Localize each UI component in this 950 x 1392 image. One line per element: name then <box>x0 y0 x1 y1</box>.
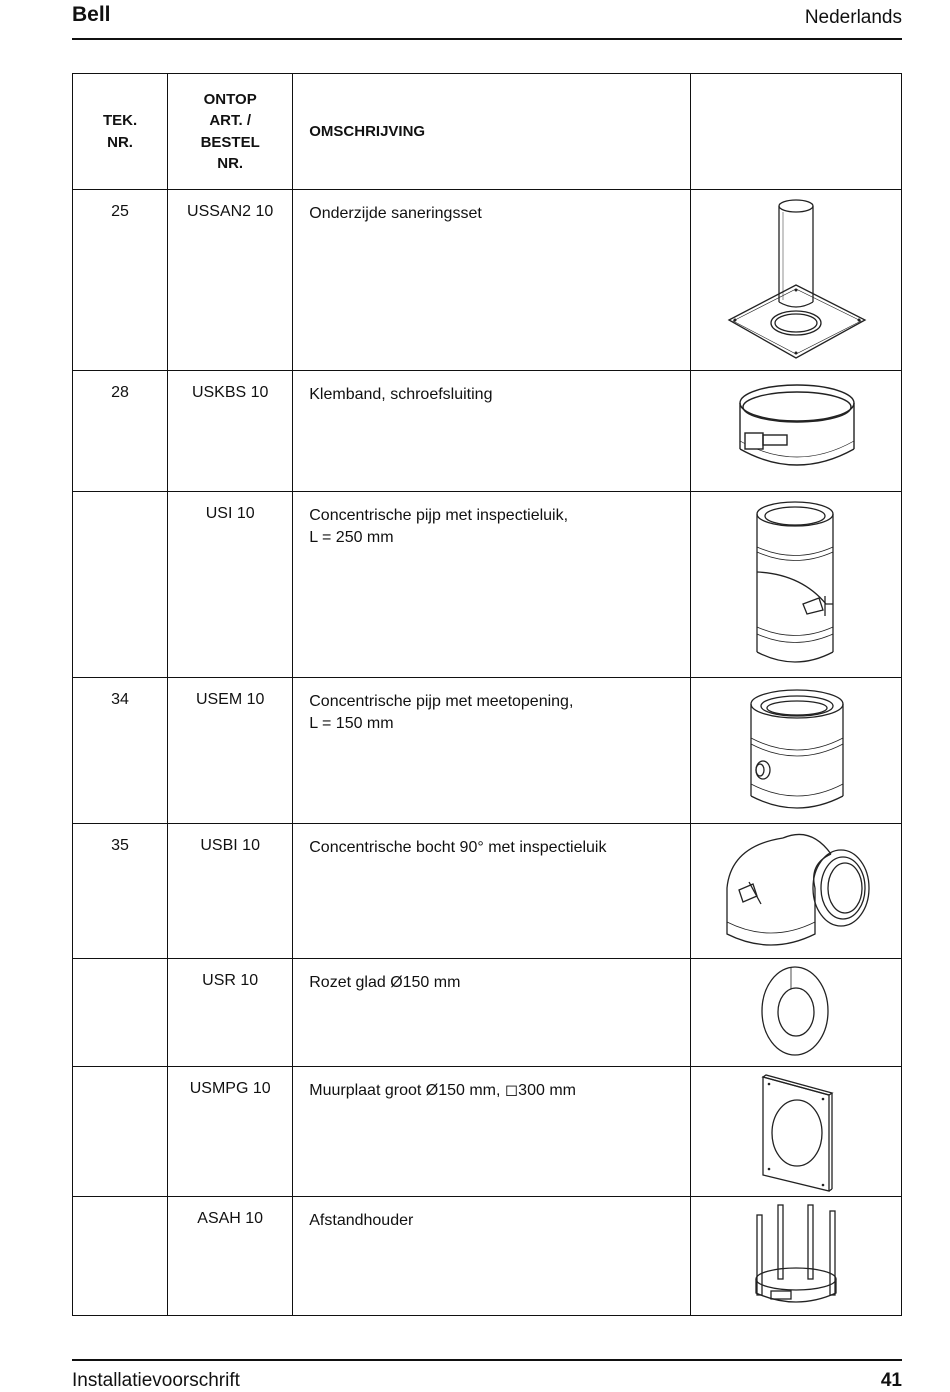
art-cell: ASAH 10 <box>168 1197 293 1316</box>
desc-cell <box>293 1197 690 1316</box>
header-line: BESTEL <box>200 133 260 151</box>
art-cell: USMPG 10 <box>168 1067 293 1197</box>
desc-line: Onderzijde saneringsset <box>309 205 482 222</box>
tek-cell: 28 <box>73 371 168 492</box>
desc-cell <box>293 190 690 371</box>
elbow-90-icon <box>691 824 901 958</box>
image-cell <box>690 190 901 371</box>
header-line: TEK. <box>102 112 138 129</box>
inspection-pipe-icon <box>691 492 901 677</box>
desc-line: Concentrische bocht 90° met inspectieluik <box>309 839 607 856</box>
desc-line: Concentrische pijp met meetopening, <box>309 693 574 710</box>
image-cell <box>690 371 901 492</box>
table-row <box>73 1197 902 1316</box>
image-cell <box>690 678 901 824</box>
tek-cell <box>73 959 168 1067</box>
tek-cell <box>73 1067 168 1197</box>
art-cell: USEM 10 <box>168 678 293 824</box>
column-header-tek <box>73 74 168 190</box>
desc-line: Klemband, schroefsluiting <box>309 386 493 403</box>
page-number: 41 <box>880 1370 902 1391</box>
art-cell: USBI 10 <box>168 824 293 959</box>
tek-cell: 34 <box>73 678 168 824</box>
header-line: ART. / <box>209 112 252 129</box>
desc-cell <box>293 371 690 492</box>
desc-line: Afstandhouder <box>309 1212 414 1229</box>
parts-table <box>72 73 902 1316</box>
column-header-image <box>690 74 901 190</box>
wall-plate-icon <box>691 1067 901 1196</box>
page-header <box>72 0 902 40</box>
column-header-art <box>168 74 293 190</box>
table-row <box>73 371 902 492</box>
page-footer <box>72 1359 902 1390</box>
desc-line: L = 150 mm <box>309 714 394 732</box>
desc-line: Muurplaat groot Ø150 mm, ◻300 mm <box>309 1082 576 1099</box>
table-row <box>73 190 902 371</box>
table-row <box>73 959 902 1067</box>
desc-cell <box>293 959 690 1067</box>
desc-line: Concentrische pijp met inspectieluik, <box>309 507 569 524</box>
rosette-icon <box>691 959 901 1066</box>
art-cell: USR 10 <box>168 959 293 1067</box>
header-line: NR. <box>217 155 244 172</box>
tek-cell: 35 <box>73 824 168 959</box>
tek-cell <box>73 1197 168 1316</box>
art-cell: USI 10 <box>168 492 293 678</box>
image-cell <box>690 1197 901 1316</box>
spacer-icon <box>691 1197 901 1315</box>
tek-cell: 25 <box>73 190 168 371</box>
table-row <box>73 492 902 678</box>
image-cell <box>690 492 901 678</box>
art-cell: USSAN2 10 <box>168 190 293 371</box>
measurement-pipe-icon <box>691 678 901 823</box>
desc-cell <box>293 492 690 678</box>
desc-cell <box>293 1067 690 1197</box>
desc-line: L = 250 mm <box>309 528 394 546</box>
table-row <box>73 1067 902 1197</box>
art-cell: USKBS 10 <box>168 371 293 492</box>
image-cell <box>690 1067 901 1197</box>
desc-line: Rozet glad Ø150 mm <box>309 974 461 991</box>
column-header-omschrijving: OMSCHRIJVING <box>293 74 690 190</box>
header-line: ONTOP <box>203 90 257 108</box>
flashing-pipe-icon <box>691 190 901 370</box>
image-cell <box>690 824 901 959</box>
image-cell <box>690 959 901 1067</box>
tek-cell <box>73 492 168 678</box>
table-row <box>73 824 902 959</box>
table-header-row <box>73 74 902 190</box>
clamp-band-icon <box>691 371 901 491</box>
document-title: Installatievoorschrift <box>72 1370 240 1391</box>
table-row <box>73 678 902 824</box>
header-line: NR. <box>107 133 133 151</box>
desc-cell <box>293 678 690 824</box>
language-label: Nederlands <box>804 7 902 28</box>
brand-title: Bell <box>72 3 111 26</box>
desc-cell <box>293 824 690 959</box>
